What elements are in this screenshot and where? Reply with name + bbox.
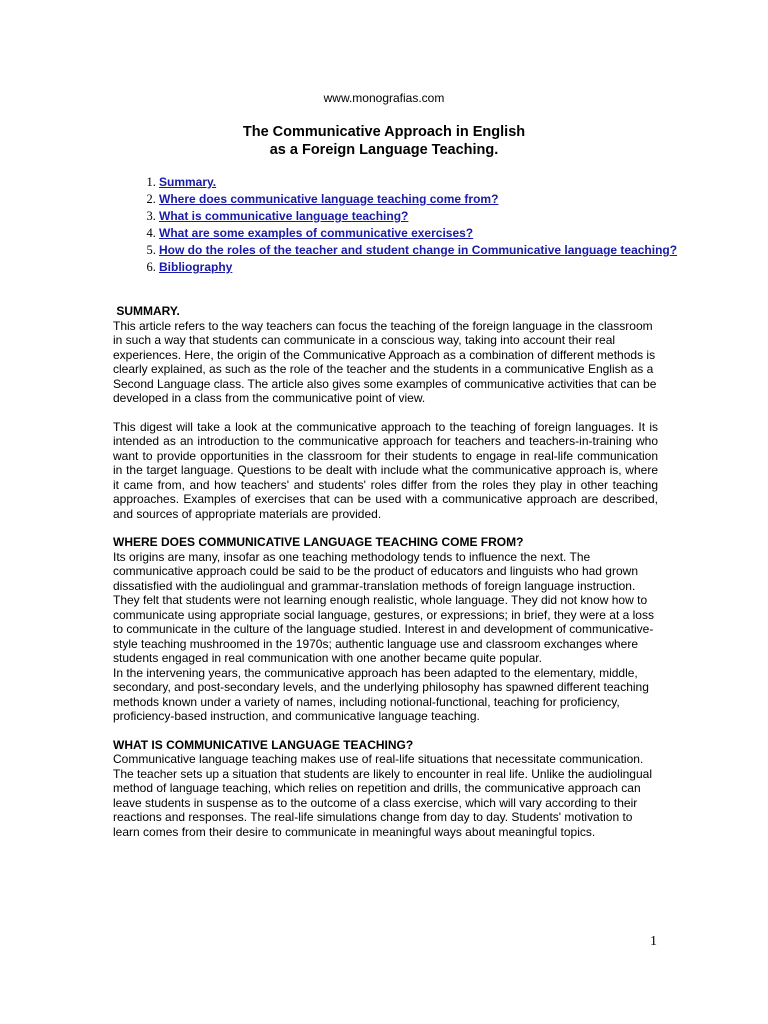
summary-heading: SUMMARY. bbox=[113, 304, 180, 318]
what-paragraph-1: Communicative language teaching makes use of real-life situations that necessitate communication. The teacher sets up a situation that students are likely to encounter in real life. Unlike the audiolingual method of language teaching, which relies on repetition and drills, the communicative approach can leave students in suspense as to the outcome of a class exercise, which will vary according to their reactions and responses. The real-life simulations change from day to day. Students' motivation to learn comes from their desire to communicate in meaningful ways about meaningful topics. bbox=[113, 752, 652, 839]
toc-link-roles[interactable]: How do the roles of the teacher and student change in Communicative language teaching? bbox=[159, 243, 678, 257]
what-heading: WHAT IS COMMUNICATIVE LANGUAGE TEACHING? bbox=[113, 737, 414, 752]
source-url: www.monografias.com bbox=[323, 91, 445, 105]
title-line-1: The Communicative Approach in English bbox=[242, 124, 526, 140]
origin-paragraph-2: They felt that students were not learning enough realistic, whole language. They did not know how to communicate using appropriate social language, gestures, or expressions; in brief, they were at a loss to communicate in the culture of the language studied. Interest in and development of communicative-style teaching mushroomed in the 1970s; authentic language use and classroom exchanges where students engaged in real communication with one another became quite popular. bbox=[113, 593, 654, 665]
origin-heading: WHERE DOES COMMUNICATIVE LANGUAGE TEACHING COME FROM? bbox=[113, 535, 524, 549]
toc-item-roles bbox=[159, 242, 704, 259]
page-title bbox=[0, 123, 768, 159]
toc-item-summary bbox=[159, 174, 704, 191]
origin-paragraph-1: Its origins are many, insofar as one teaching methodology tends to influence the next. The communicative approach could be said to be the product of educators and linguists who had grown dissatisfied with the audiolingual and grammar-translation methods of foreign language instruction. bbox=[113, 549, 638, 593]
toc-item-origin bbox=[159, 191, 704, 208]
toc-link-examples[interactable]: What are some examples of communicative exercises? bbox=[159, 226, 474, 240]
toc-link-origin[interactable]: Where does communicative language teaching come from? bbox=[159, 192, 499, 206]
document-body bbox=[113, 304, 658, 839]
toc-item-what bbox=[159, 208, 704, 225]
page-number: 1 bbox=[650, 934, 657, 949]
origin-paragraph-3: In the intervening years, the communicative approach has been adapted to the elementary, middle, secondary, and post-secondary levels, and the underlying philosophy has spawned different teaching methods known under a variety of names, including notional-functional, teaching for proficiency, proficiency-based instruction, and communicative language teaching. bbox=[113, 665, 649, 723]
table-of-contents bbox=[115, 174, 704, 276]
title-line-2: as a Foreign Language Teaching. bbox=[269, 142, 499, 158]
toc-link-summary[interactable]: Summary. bbox=[159, 175, 217, 189]
summary-paragraph-1: This article refers to the way teachers can focus the teaching of the foreign language in the classroom in such a way that students can communicate in a conscious way, taking into account their real experiences. Here, the origin of the Communicative Approach as a combination of different methods is clearly explained, as such as the role of the teacher and the students in a communicative English as a Second Language class. The article also gives some examples of communicative activities that can be developed in a class from the communicative point of view. bbox=[113, 318, 657, 405]
toc-link-what[interactable]: What is communicative language teaching? bbox=[159, 209, 409, 223]
toc-item-examples bbox=[159, 225, 704, 242]
summary-paragraph-2: This digest will take a look at the communicative approach to the teaching of foreign languages. It is intended as an introduction to the communicative approach for teachers and teachers-in-training who want to provide opportunities in the classroom for their students to engage in real-life communication in the target language. Questions to be dealt with include what the communicative approach is, where it came from, and how teachers' and students' roles differ from the roles they play in other teaching approaches. Examples of exercises that can be used with a communicative approach are described, and sources of appropriate materials are provided. bbox=[113, 419, 658, 521]
toc-item-bibliography bbox=[159, 259, 704, 276]
toc-link-bibliography[interactable]: Bibliography bbox=[159, 260, 233, 274]
